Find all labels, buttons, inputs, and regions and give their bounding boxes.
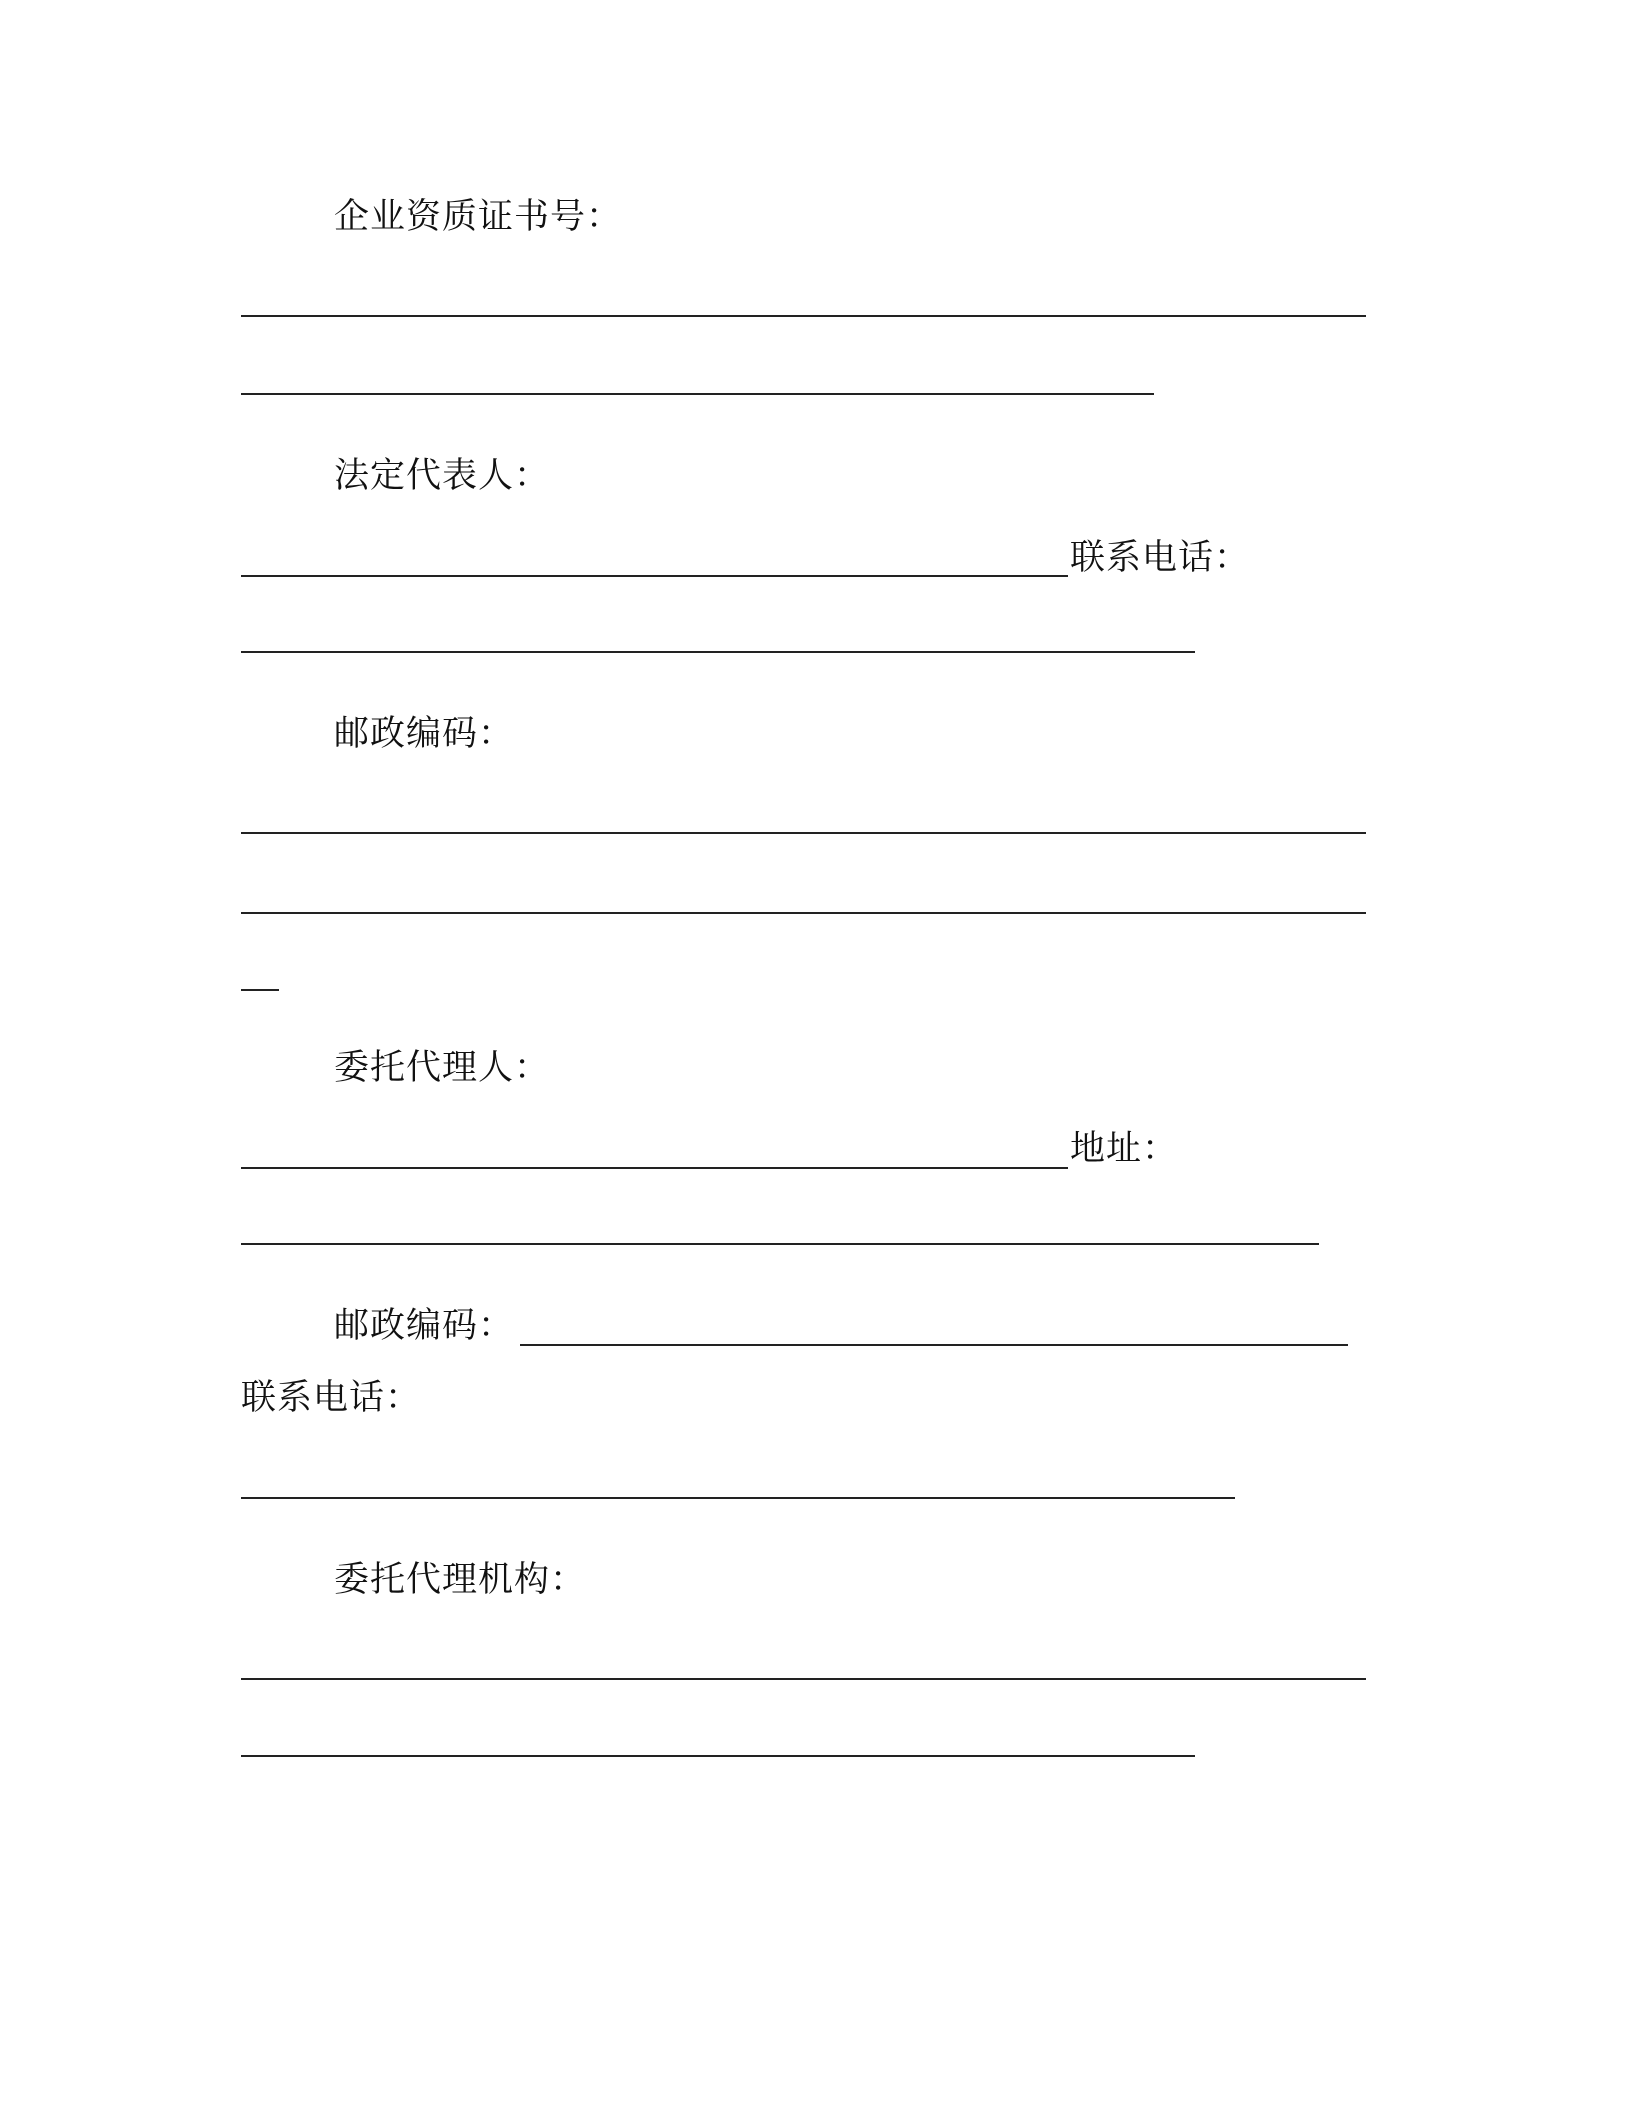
postal-code-blank-line-3[interactable] xyxy=(241,989,279,991)
entrusted-agency-label: 委托代理机构： xyxy=(334,1560,587,1600)
address-blank-line[interactable] xyxy=(241,1243,1319,1245)
qualification-cert-no-blank-line-2[interactable] xyxy=(241,393,1154,395)
contact-phone-label-1: 联系电话： xyxy=(1070,538,1251,578)
postal-code-blank-line-1[interactable] xyxy=(241,832,1366,834)
entrusted-agent-label: 委托代理人： xyxy=(334,1048,551,1088)
contact-phone-blank-line-1[interactable] xyxy=(241,651,1195,653)
postal-code-blank-line-inline[interactable] xyxy=(520,1344,1348,1346)
entrusted-agency-blank-line-2[interactable] xyxy=(241,1755,1195,1757)
postal-code-blank-line-2[interactable] xyxy=(241,912,1366,914)
qualification-cert-no-label: 企业资质证书号： xyxy=(334,197,623,237)
legal-representative-label: 法定代表人： xyxy=(334,456,551,496)
qualification-cert-no-blank-line-1[interactable] xyxy=(241,315,1366,317)
address-label: 地址： xyxy=(1070,1129,1179,1169)
postal-code-label-1: 邮政编码： xyxy=(334,714,515,754)
entrusted-agent-blank-line[interactable] xyxy=(241,1167,1068,1169)
contact-phone-label-2: 联系电话： xyxy=(241,1378,422,1418)
contact-phone-blank-line-2[interactable] xyxy=(241,1497,1235,1499)
postal-code-label-2: 邮政编码： xyxy=(334,1306,515,1346)
entrusted-agency-blank-line-1[interactable] xyxy=(241,1678,1366,1680)
legal-representative-blank-line[interactable] xyxy=(241,575,1068,577)
